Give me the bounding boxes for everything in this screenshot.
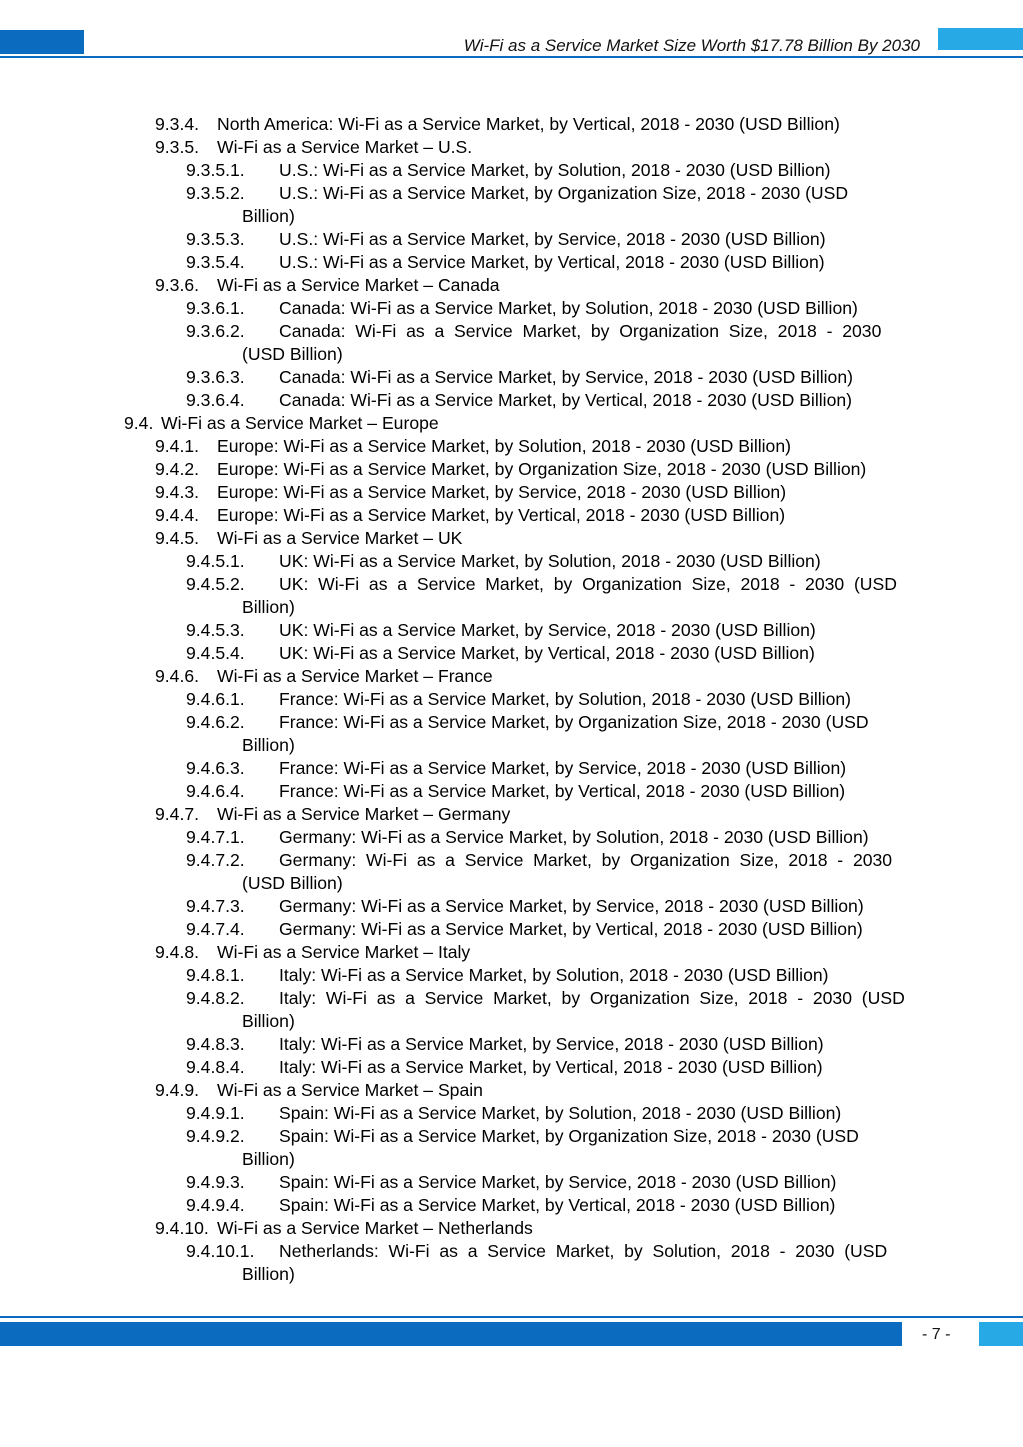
toc-entry-number: 9.4.8.4. — [186, 1057, 245, 1077]
toc-entry-number: 9.4.6.3. — [186, 758, 245, 778]
toc-entry-title: Wi-Fi as a Service Market – U.S. — [217, 137, 473, 157]
toc-entry-number: 9.4.10. — [155, 1218, 209, 1238]
toc-entry[interactable] — [0, 389, 1023, 412]
toc-entry-title: France: Wi-Fi as a Service Market, by Vertical, 2018 - 2030 (USD Billion) — [279, 781, 846, 801]
toc-entry-title: Wi-Fi as a Service Market – Spain — [217, 1080, 483, 1100]
toc-entry[interactable] — [0, 182, 1023, 228]
toc-entry[interactable] — [0, 803, 1023, 826]
toc-entry-title: Italy: Wi-Fi as a Service Market, by Vertical, 2018 - 2030 (USD Billion) — [279, 1057, 823, 1077]
toc-entry-title: Canada: Wi-Fi as a Service Market, by Service, 2018 - 2030 (USD Billion) — [279, 367, 853, 387]
toc-entry-title: Netherlands: Wi-Fi as a Service Market, by Solution, 2018 - 2030 (USD — [279, 1241, 888, 1261]
toc-entry-number: 9.4.6.4. — [186, 781, 245, 801]
toc-entry-number: 9.4.7.3. — [186, 896, 245, 916]
toc-entry-title: U.S.: Wi-Fi as a Service Market, by Service, 2018 - 2030 (USD Billion) — [279, 229, 826, 249]
toc-entry-number: 9.4.9.2. — [186, 1126, 245, 1146]
toc-entry[interactable] — [0, 274, 1023, 297]
header-accent-right — [938, 28, 1023, 50]
toc-entry-number: 9.4.7.2. — [186, 850, 245, 870]
toc-entry-title: Wi-Fi as a Service Market – Netherlands — [217, 1218, 533, 1238]
toc-entry-number: 9.4.9. — [155, 1080, 200, 1100]
toc-entry-title: Wi-Fi as a Service Market – Italy — [217, 942, 471, 962]
footer-accent-right — [979, 1322, 1023, 1346]
toc-entry-number: 9.4.5.1. — [186, 551, 245, 571]
toc-entry[interactable] — [0, 1194, 1023, 1217]
toc-entry[interactable] — [0, 665, 1023, 688]
toc-entry[interactable] — [0, 1217, 1023, 1240]
toc-entry[interactable] — [0, 941, 1023, 964]
toc-entry[interactable] — [0, 780, 1023, 803]
toc-entry-number: 9.4.8.2. — [186, 988, 245, 1008]
toc-entry-number: 9.4.6.2. — [186, 712, 245, 732]
toc-entry-number: 9.4.5.4. — [186, 643, 245, 663]
toc-entry-number: 9.4.6. — [155, 666, 200, 686]
toc-entry-number: 9.4.9.1. — [186, 1103, 245, 1123]
header-title: Wi-Fi as a Service Market Size Worth $17.78 Billion By 2030 — [463, 36, 920, 55]
toc-entry-title: UK: Wi-Fi as a Service Market, by Organization Size, 2018 - 2030 (USD — [279, 574, 897, 594]
toc-entry-title: France: Wi-Fi as a Service Market, by Solution, 2018 - 2030 (USD Billion) — [279, 689, 852, 709]
toc-entry[interactable] — [0, 550, 1023, 573]
toc-entry-number: 9.4.3. — [155, 482, 200, 502]
toc-entry-number: 9.4.10.1. — [186, 1241, 255, 1261]
toc-entry-number: 9.3.5.1. — [186, 160, 245, 180]
toc-entry-title: U.S.: Wi-Fi as a Service Market, by Organization Size, 2018 - 2030 (USD — [279, 183, 849, 203]
toc-entry[interactable] — [0, 711, 1023, 757]
toc-entry-number: 9.3.5.3. — [186, 229, 245, 249]
toc-entry[interactable] — [0, 366, 1023, 389]
toc-entry[interactable] — [0, 113, 1023, 136]
toc-entry-title: Germany: Wi-Fi as a Service Market, by Solution, 2018 - 2030 (USD Billion) — [279, 827, 869, 847]
table-of-contents — [0, 113, 1023, 1286]
toc-entry[interactable] — [0, 1033, 1023, 1056]
toc-entry-number: 9.3.6.4. — [186, 390, 245, 410]
toc-entry-title: Wi-Fi as a Service Market – Germany — [217, 804, 511, 824]
toc-entry-number: 9.4.7.4. — [186, 919, 245, 939]
toc-entry-number: 9.3.5. — [155, 137, 200, 157]
toc-entry[interactable] — [0, 642, 1023, 665]
toc-entry[interactable] — [0, 573, 1023, 619]
toc-entry-number: 9.4. — [124, 413, 154, 433]
footer-bar — [0, 1322, 902, 1346]
toc-entry-title: Italy: Wi-Fi as a Service Market, by Service, 2018 - 2030 (USD Billion) — [279, 1034, 824, 1054]
toc-entry-title: Canada: Wi-Fi as a Service Market, by Vertical, 2018 - 2030 (USD Billion) — [279, 390, 852, 410]
toc-entry-number: 9.3.6.3. — [186, 367, 245, 387]
toc-entry[interactable] — [0, 320, 1023, 366]
toc-entry-number: 9.3.4. — [155, 114, 200, 134]
toc-entry-number: 9.4.8. — [155, 942, 200, 962]
toc-entry-title: Canada: Wi-Fi as a Service Market, by Organization Size, 2018 - 2030 — [279, 321, 882, 341]
toc-entry-title: Spain: Wi-Fi as a Service Market, by Service, 2018 - 2030 (USD Billion) — [279, 1172, 837, 1192]
toc-entry-number: 9.4.8.3. — [186, 1034, 245, 1054]
toc-entry[interactable] — [0, 481, 1023, 504]
toc-entry-title: Wi-Fi as a Service Market – Canada — [217, 275, 500, 295]
toc-entry[interactable] — [0, 1079, 1023, 1102]
toc-entry[interactable] — [0, 458, 1023, 481]
header-rule — [0, 56, 1023, 58]
toc-entry-number: 9.4.9.3. — [186, 1172, 245, 1192]
toc-entry[interactable] — [0, 228, 1023, 251]
page-number: - 7 - — [922, 1326, 951, 1343]
toc-entry-title: UK: Wi-Fi as a Service Market, by Vertical, 2018 - 2030 (USD Billion) — [279, 643, 815, 663]
toc-entry[interactable] — [0, 297, 1023, 320]
toc-entry[interactable] — [0, 757, 1023, 780]
toc-entry-title: Wi-Fi as a Service Market – Europe — [161, 413, 439, 433]
toc-entry[interactable] — [0, 1171, 1023, 1194]
toc-entry-title: Canada: Wi-Fi as a Service Market, by Solution, 2018 - 2030 (USD Billion) — [279, 298, 858, 318]
toc-entry-title: UK: Wi-Fi as a Service Market, by Service, 2018 - 2030 (USD Billion) — [279, 620, 816, 640]
toc-entry-title-continued: Billion) — [242, 735, 295, 755]
toc-entry-title: Germany: Wi-Fi as a Service Market, by Organization Size, 2018 - 2030 — [279, 850, 893, 870]
toc-entry-title: Spain: Wi-Fi as a Service Market, by Vertical, 2018 - 2030 (USD Billion) — [279, 1195, 836, 1215]
toc-entry[interactable] — [0, 412, 1023, 435]
toc-entry-title: Europe: Wi-Fi as a Service Market, by Organization Size, 2018 - 2030 (USD Billion) — [217, 459, 867, 479]
toc-entry[interactable] — [0, 1125, 1023, 1171]
toc-entry-title-continued: Billion) — [242, 206, 295, 226]
toc-entry-number: 9.3.5.4. — [186, 252, 245, 272]
toc-entry-title-continued: Billion) — [242, 1264, 295, 1284]
toc-entry-title: North America: Wi-Fi as a Service Market, by Vertical, 2018 - 2030 (USD Billion) — [217, 114, 840, 134]
toc-entry-number: 9.4.6.1. — [186, 689, 245, 709]
toc-entry[interactable] — [0, 136, 1023, 159]
toc-entry-number: 9.3.5.2. — [186, 183, 245, 203]
toc-entry[interactable] — [0, 1240, 1023, 1286]
toc-entry-title: Italy: Wi-Fi as a Service Market, by Organization Size, 2018 - 2030 (USD — [279, 988, 905, 1008]
toc-entry-title: Europe: Wi-Fi as a Service Market, by Solution, 2018 - 2030 (USD Billion) — [217, 436, 791, 456]
toc-entry-title: France: Wi-Fi as a Service Market, by Service, 2018 - 2030 (USD Billion) — [279, 758, 847, 778]
toc-entry-number: 9.4.7. — [155, 804, 200, 824]
toc-entry-title: U.S.: Wi-Fi as a Service Market, by Solution, 2018 - 2030 (USD Billion) — [279, 160, 831, 180]
toc-entry-title-continued: (USD Billion) — [242, 873, 343, 893]
toc-entry-title-continued: Billion) — [242, 1149, 295, 1169]
toc-entry-number: 9.4.5.2. — [186, 574, 245, 594]
toc-entry[interactable] — [0, 251, 1023, 274]
toc-entry-number: 9.4.9.4. — [186, 1195, 245, 1215]
toc-entry-title: Germany: Wi-Fi as a Service Market, by Service, 2018 - 2030 (USD Billion) — [279, 896, 864, 916]
toc-entry-title: Wi-Fi as a Service Market – France — [217, 666, 493, 686]
toc-entry-number: 9.4.4. — [155, 505, 200, 525]
toc-entry[interactable] — [0, 435, 1023, 458]
toc-entry-number: 9.3.6.1. — [186, 298, 245, 318]
toc-entry-title: Wi-Fi as a Service Market – UK — [217, 528, 463, 548]
toc-entry[interactable] — [0, 159, 1023, 182]
footer-rule — [0, 1316, 1023, 1318]
toc-entry-number: 9.3.6.2. — [186, 321, 245, 341]
toc-entry[interactable] — [0, 1056, 1023, 1079]
toc-entry-title: Europe: Wi-Fi as a Service Market, by Service, 2018 - 2030 (USD Billion) — [217, 482, 787, 502]
toc-entry[interactable] — [0, 918, 1023, 941]
toc-entry-number: 9.4.2. — [155, 459, 200, 479]
toc-entry[interactable] — [0, 504, 1023, 527]
toc-entry[interactable] — [0, 849, 1023, 895]
toc-entry[interactable] — [0, 964, 1023, 987]
toc-entry-title: Spain: Wi-Fi as a Service Market, by Solution, 2018 - 2030 (USD Billion) — [279, 1103, 842, 1123]
toc-entry-number: 9.3.6. — [155, 275, 200, 295]
toc-entry-title-continued: (USD Billion) — [242, 344, 343, 364]
toc-entry-title: Germany: Wi-Fi as a Service Market, by Vertical, 2018 - 2030 (USD Billion) — [279, 919, 863, 939]
toc-entry-title: France: Wi-Fi as a Service Market, by Organization Size, 2018 - 2030 (USD — [279, 712, 869, 732]
toc-entry-number: 9.4.7.1. — [186, 827, 245, 847]
toc-entry-number: 9.4.5.3. — [186, 620, 245, 640]
toc-entry-title: UK: Wi-Fi as a Service Market, by Solution, 2018 - 2030 (USD Billion) — [279, 551, 821, 571]
toc-entry-title: U.S.: Wi-Fi as a Service Market, by Vertical, 2018 - 2030 (USD Billion) — [279, 252, 825, 272]
toc-entry[interactable] — [0, 1102, 1023, 1125]
toc-entry-number: 9.4.8.1. — [186, 965, 245, 985]
toc-entry-title: Europe: Wi-Fi as a Service Market, by Vertical, 2018 - 2030 (USD Billion) — [217, 505, 786, 525]
toc-entry-title-continued: Billion) — [242, 1011, 295, 1031]
toc-entry-number: 9.4.1. — [155, 436, 200, 456]
toc-entry-title: Italy: Wi-Fi as a Service Market, by Solution, 2018 - 2030 (USD Billion) — [279, 965, 829, 985]
toc-entry[interactable] — [0, 895, 1023, 918]
toc-entry-title: Spain: Wi-Fi as a Service Market, by Organization Size, 2018 - 2030 (USD — [279, 1126, 859, 1146]
toc-entry[interactable] — [0, 527, 1023, 550]
toc-entry[interactable] — [0, 619, 1023, 642]
toc-entry[interactable] — [0, 688, 1023, 711]
header-accent-left — [0, 30, 84, 54]
toc-entry-title-continued: Billion) — [242, 597, 295, 617]
toc-entry[interactable] — [0, 826, 1023, 849]
toc-entry[interactable] — [0, 987, 1023, 1033]
toc-entry-number: 9.4.5. — [155, 528, 200, 548]
